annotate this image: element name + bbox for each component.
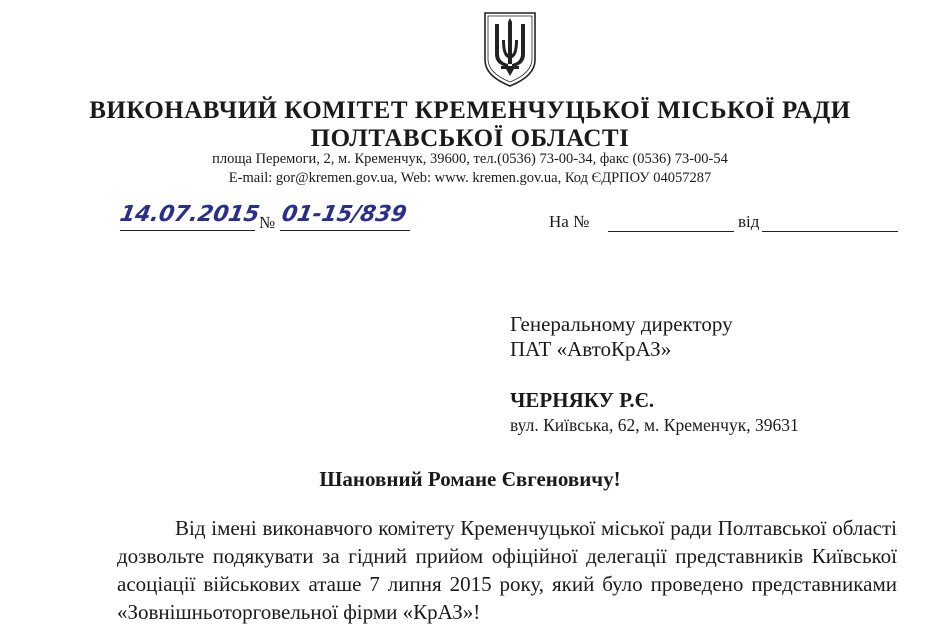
organization-contacts: E-mail: gor@kremen.gov.ua, Web: www. kremen.gov.ua, Код ЄДРПОУ 04057287 — [228, 170, 712, 186]
recipient-address: вул. Київська, 62, м. Кременчук, 39631 — [510, 415, 799, 435]
organization-name-line2: ПОЛТАВСЬКОЇ ОБЛАСТІ — [310, 125, 630, 152]
recipient-position: Генеральному директору — [510, 312, 733, 336]
reply-to-number-label: На № — [549, 212, 590, 231]
reply-date-label: від — [738, 212, 760, 231]
outgoing-date: 14.07.2015 — [117, 202, 262, 227]
organization-address: площа Перемоги, 2, м. Кременчук, 39600, тел.(0536) 73-00-34, факс (0536) 73-00-54 — [212, 151, 728, 167]
reply-date-blank — [762, 231, 898, 232]
outgoing-number-underline — [280, 230, 410, 231]
coat-of-arms-trident-icon — [481, 10, 539, 88]
organization-name-line1: ВИКОНАВЧИЙ КОМІТЕТ КРЕМЕНЧУЦЬКОЇ МІСЬКОЇ РАДИ — [89, 97, 851, 124]
outgoing-number: 01-15/839 — [279, 202, 409, 227]
recipient-name: ЧЕРНЯКУ Р.Є. — [510, 388, 655, 412]
letter-salutation: Шановний Романе Євгеновичу! — [319, 467, 621, 491]
letter-paragraph: Від імені виконавчого комітету Кременчуцької міської ради Полтавської області дозвольте подякувати за гідний прийом офіційної делегації представників Київської асоціації військових аташе 7 липня 2015 року, який було проведено представниками «Зовнішньоторговельної фірми «КрАЗ»! — [117, 516, 897, 624]
letter-body — [117, 514, 897, 626]
outgoing-number-label: № — [259, 213, 276, 232]
recipient-company: ПАТ «АвтоКрАЗ» — [510, 337, 672, 361]
reply-to-number-blank — [608, 231, 734, 232]
outgoing-date-underline — [120, 230, 255, 231]
